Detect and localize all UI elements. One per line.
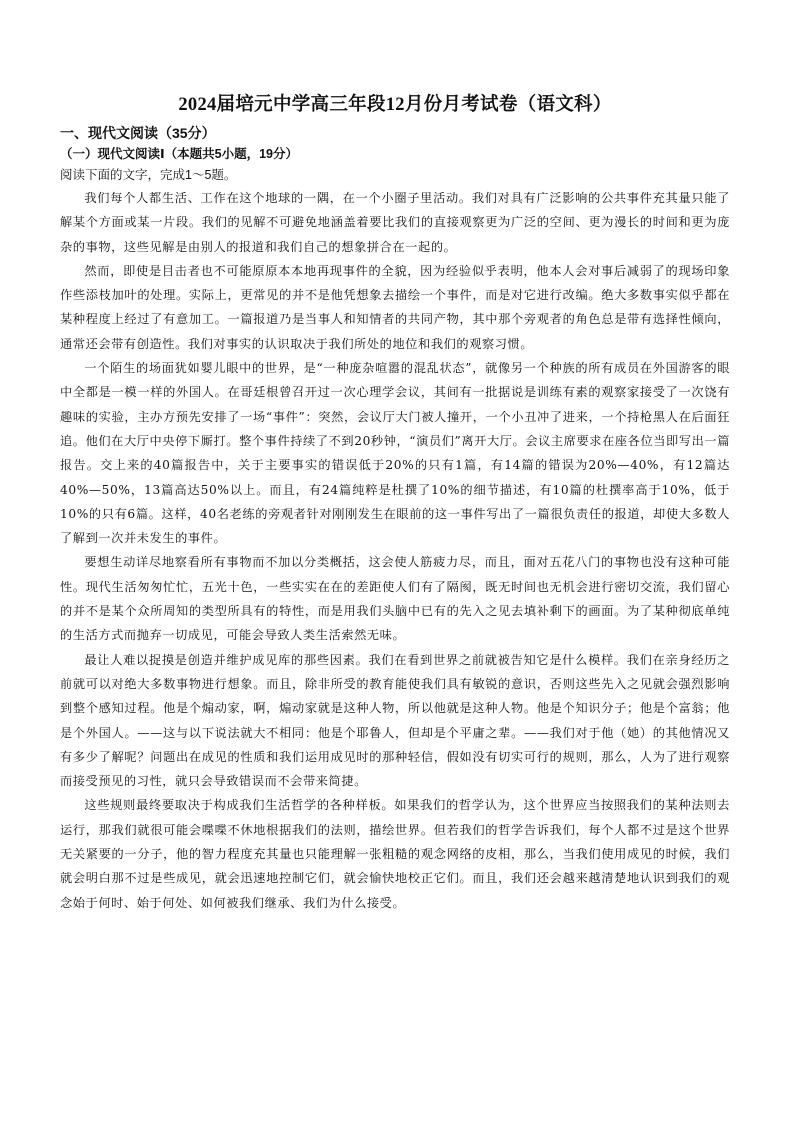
reading-instruction: 阅读下面的文字，完成1～5题。 (60, 168, 237, 182)
sub-section-heading: （一）现代文阅读Ⅰ（本题共5小题，19分） (60, 147, 299, 161)
passage-paragraph-2: 然而，即使是目击者也不可能原原本本地再现事件的全貌，因为经验似乎表明，他本人会对事后减弱了的现场印象作些添枝加叶的处理。实际上，更常见的并不是他凭想象去描绘一个事件，而是对它进行改编。绝大多数事实似乎都在某种程度上经过了有意加工。一篇报道乃是当事人和知情者的共同产物，其中那个旁观者的角色总是带有选择性倾向，通常还会带有创造性。我们对事实的认识取决于我们所处的地位和我们的观察习惯。 (60, 263, 730, 351)
passage-paragraph-3: 一个陌生的场面犹如婴儿眼中的世界，是“一种庞杂喧嚣的混乱状态”，就像另一个种族的所有成员在外国游客的眼中全都是一模一样的外国人。在哥廷根曾召开过一次心理学会议，其间有一批据说是训练有素的观察家接受了一次饶有趣味的实验，主办方预先安排了一场“事件”：突然，会议厅大门被人撞开，一个小丑冲了进来，一个持枪黑人在后面狂追。他们在大厅中央停下厮打。整个事件持续了不到20秒钟，“演员们”离开大厅。会议主席要求在座各位当即写出一篇报告。交上来的40篇报告中，关于主要事实的错误低于20%的只有1篇，有14篇的错误为20%—40%，有12篇达40%—50%，13篇高达50%以上。而且，有24篇纯粹是杜撰了10%的细节描述，有10篇的杜撰率高于10%，低于10%的只有6篇。这样，40名老练的旁观者针对刚刚发生在眼前的这一事件写出了一篇很负责任的报道，却使大多数人了解到一次并未发生的事件。 (60, 361, 730, 546)
section-heading: 一、现代文阅读（35分） (60, 125, 216, 141)
exam-title: 2024届培元中学高三年段12月份月考试卷（语文科） (178, 95, 612, 115)
reading-passage (60, 186, 730, 915)
passage-paragraph-5: 最让人难以捉摸是创造并维护成见库的那些因素。我们在看到世界之前就被告知它是什么模样。我们在亲身经历之前就可以对绝大多数事物进行想象。而且，除非所受的教育能使我们具有敏锐的意识，否则这些先入之见就会强烈影响到整个感知过程。他是个煽动家，啊，煽动家就是这种人物，所以他就是这种人物。他是个知识分子；他是个富翁；他是个外国人。——这与以下说法就大不相同：他是个耶鲁人，但却是个平庸之辈。——我们对于他（她）的其他情况又有多少了解呢？问题出在成见的性质和我们运用成见时的那种轻信，假如没有切实可行的规则，那么，人为了进行观察而接受预见的习性，就只会导致错误而不会带来简捷。 (60, 652, 730, 789)
exam-page (60, 92, 730, 915)
passage-paragraph-1: 我们每个人都生活、工作在这个地球的一隅，在一个小圈子里活动。我们对具有广泛影响的公共事件充其量只能了解某个方面或某一片段。我们的见解不可避免地涵盖着要比我们的直接观察更为广泛的空间、更为漫长的时间和更为庞杂的事物，这些见解是由别人的报道和我们自己的想象拼合在一起的。 (60, 191, 730, 254)
passage-paragraph-4: 要想生动详尽地察看所有事物而不加以分类概括，这会使人筋疲力尽，而且，面对五花八门的事物也没有这种可能性。现代生活匆匆忙忙，五光十色，一些实实在在的差距使人们有了隔阂，既无时间也无机会进行密切交流，我们留心的并不是某个众所周知的类型所具有的特性，而是用我们头脑中已有的先入之见去填补剩下的画面。为了某种彻底单纯的生活方式而抛弃一切成见，可能会导致人类生活索然无味。 (60, 555, 730, 643)
passage-paragraph-6: 这些规则最终要取决于构成我们生活哲学的各种样板。如果我们的哲学认为，这个世界应当按照我们的某种法则去运行，那我们就很可能会喋喋不休地根据我们的法则，描绘世界。但若我们的哲学告诉我们，每个人都不过是这个世界无关紧要的一分子，他的智力程度充其量也只能理解一张粗糙的观念网络的皮相，那么，当我们使用成见的时候，我们就会明白那不过是些成见，就会迅速地控制它们，就会愉快地校正它们。而且，我们还会越来越清楚地认识到我们的观念始于何时、始于何处、如何被我们继承、我们为什么接受。 (60, 798, 730, 910)
